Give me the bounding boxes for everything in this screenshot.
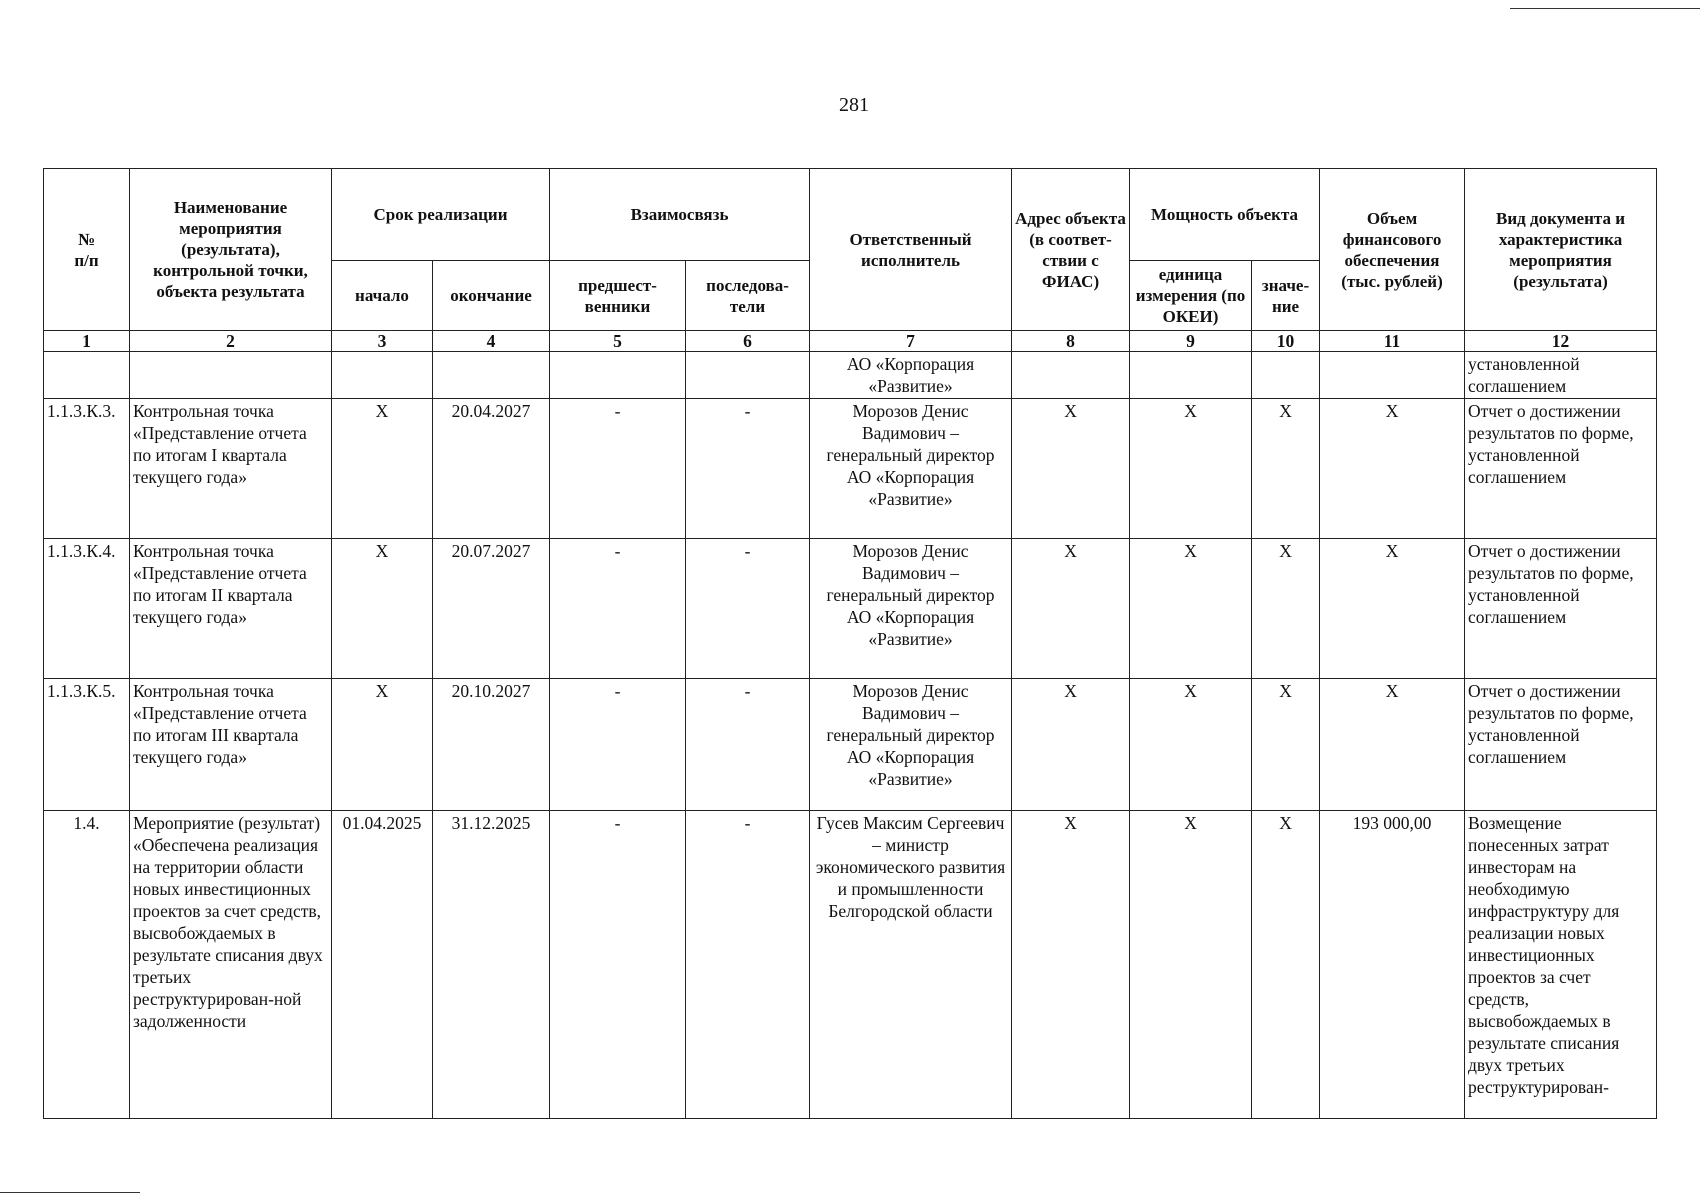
header-term: Срок реализации <box>332 169 550 261</box>
cell-address <box>1012 352 1130 399</box>
cell-value: X <box>1252 679 1320 811</box>
cell-next <box>686 352 810 399</box>
cell-doc: Возмещение понесенных затрат инвесторам на необходимую инфраструктуру для реализации новых инвестиционных проектов за счет средств, высвобождаемых в результате списания двух третьих реструктурирован- <box>1465 811 1657 1119</box>
cell-address: X <box>1012 811 1130 1119</box>
cell-prev: - <box>550 399 686 539</box>
cell-name: Контрольная точка «Представление отчета по итогам III квартала текущего года» <box>130 679 332 811</box>
scan-artifact-line <box>0 1192 140 1193</box>
header-capacity: Мощность объекта <box>1130 169 1320 261</box>
cell-next: - <box>686 811 810 1119</box>
cell-name: Контрольная точка «Представление отчета по итогам II квартала текущего года» <box>130 539 332 679</box>
header-address: Адрес объекта (в соответ-ствии с ФИАС) <box>1012 169 1130 331</box>
cell-end: 20.07.2027 <box>433 539 550 679</box>
header-name: Наименование мероприятия (результата), контрольной точки, объекта результата <box>130 169 332 331</box>
cell-start: X <box>332 539 433 679</box>
column-number: 6 <box>686 331 810 352</box>
cell-unit: X <box>1130 539 1252 679</box>
scan-artifact-line <box>1510 8 1700 9</box>
column-number: 2 <box>130 331 332 352</box>
table-row <box>44 539 1657 679</box>
cell-num: 1.1.3.К.3. <box>44 399 130 539</box>
cell-responsible: Морозов Денис Вадимович – генеральный директор АО «Корпорация «Развитие» <box>810 539 1012 679</box>
column-number-row <box>44 331 1657 352</box>
table-row <box>44 399 1657 539</box>
column-number: 3 <box>332 331 433 352</box>
cell-doc: установленной соглашением <box>1465 352 1657 399</box>
cell-finance <box>1320 352 1465 399</box>
header-term-end: окончание <box>433 261 550 331</box>
header-doc: Вид документа и характеристика мероприятия (результата) <box>1465 169 1657 331</box>
table-row <box>44 352 1657 399</box>
cell-finance: X <box>1320 399 1465 539</box>
cell-prev: - <box>550 539 686 679</box>
cell-end <box>433 352 550 399</box>
cell-doc: Отчет о достижении результатов по форме, установленной соглашением <box>1465 399 1657 539</box>
column-number: 9 <box>1130 331 1252 352</box>
cell-num: 1.1.3.К.5. <box>44 679 130 811</box>
cell-value: X <box>1252 539 1320 679</box>
page-number: 281 <box>839 94 869 116</box>
column-number: 12 <box>1465 331 1657 352</box>
column-number: 8 <box>1012 331 1130 352</box>
cell-end: 31.12.2025 <box>433 811 550 1119</box>
cell-unit: X <box>1130 679 1252 811</box>
header-responsible: Ответственный исполнитель <box>810 169 1012 331</box>
cell-start: X <box>332 679 433 811</box>
cell-finance: X <box>1320 539 1465 679</box>
cell-name <box>130 352 332 399</box>
column-number: 7 <box>810 331 1012 352</box>
header-capacity-value: значе-ние <box>1252 261 1320 331</box>
activities-table <box>43 168 1657 1119</box>
cell-prev <box>550 352 686 399</box>
cell-value: X <box>1252 399 1320 539</box>
column-number: 11 <box>1320 331 1465 352</box>
header-link: Взаимосвязь <box>550 169 810 261</box>
cell-finance: X <box>1320 679 1465 811</box>
cell-value: X <box>1252 811 1320 1119</box>
cell-doc: Отчет о достижении результатов по форме, установленной соглашением <box>1465 539 1657 679</box>
cell-unit: X <box>1130 399 1252 539</box>
header-num: № п/п <box>44 169 130 331</box>
column-number: 5 <box>550 331 686 352</box>
cell-next: - <box>686 539 810 679</box>
header-link-next: последова-тели <box>686 261 810 331</box>
cell-start <box>332 352 433 399</box>
cell-prev: - <box>550 811 686 1119</box>
cell-responsible: Морозов Денис Вадимович – генеральный директор АО «Корпорация «Развитие» <box>810 399 1012 539</box>
header-link-prev: предшест-венники <box>550 261 686 331</box>
cell-start: 01.04.2025 <box>332 811 433 1119</box>
column-number: 4 <box>433 331 550 352</box>
cell-address: X <box>1012 399 1130 539</box>
cell-address: X <box>1012 539 1130 679</box>
cell-next: - <box>686 399 810 539</box>
cell-prev: - <box>550 679 686 811</box>
cell-responsible: Гусев Максим Сергеевич – министр экономического развития и промышленности Белгородской области <box>810 811 1012 1119</box>
cell-name: Мероприятие (результат) «Обеспечена реализация на территории области новых инвестиционных проектов за счет средств, высвобождаемых в результате списания двух третьих реструктурирован-ной задолженности <box>130 811 332 1119</box>
cell-doc: Отчет о достижении результатов по форме, установленной соглашением <box>1465 679 1657 811</box>
table-row <box>44 679 1657 811</box>
cell-address: X <box>1012 679 1130 811</box>
cell-value <box>1252 352 1320 399</box>
column-number: 1 <box>44 331 130 352</box>
cell-responsible: Морозов Денис Вадимович – генеральный директор АО «Корпорация «Развитие» <box>810 679 1012 811</box>
header-finance: Объем финансового обеспечения (тыс. рублей) <box>1320 169 1465 331</box>
cell-num: 1.1.3.К.4. <box>44 539 130 679</box>
cell-name: Контрольная точка «Представление отчета по итогам I квартала текущего года» <box>130 399 332 539</box>
cell-next: - <box>686 679 810 811</box>
header-term-start: начало <box>332 261 433 331</box>
cell-responsible: АО «Корпорация «Развитие» <box>810 352 1012 399</box>
cell-end: 20.04.2027 <box>433 399 550 539</box>
column-number: 10 <box>1252 331 1320 352</box>
cell-num: 1.4. <box>44 811 130 1119</box>
header-capacity-unit: единица измерения (по ОКЕИ) <box>1130 261 1252 331</box>
cell-num <box>44 352 130 399</box>
cell-end: 20.10.2027 <box>433 679 550 811</box>
cell-start: X <box>332 399 433 539</box>
table-row <box>44 811 1657 1119</box>
cell-unit: X <box>1130 811 1252 1119</box>
cell-unit <box>1130 352 1252 399</box>
cell-finance: 193 000,00 <box>1320 811 1465 1119</box>
